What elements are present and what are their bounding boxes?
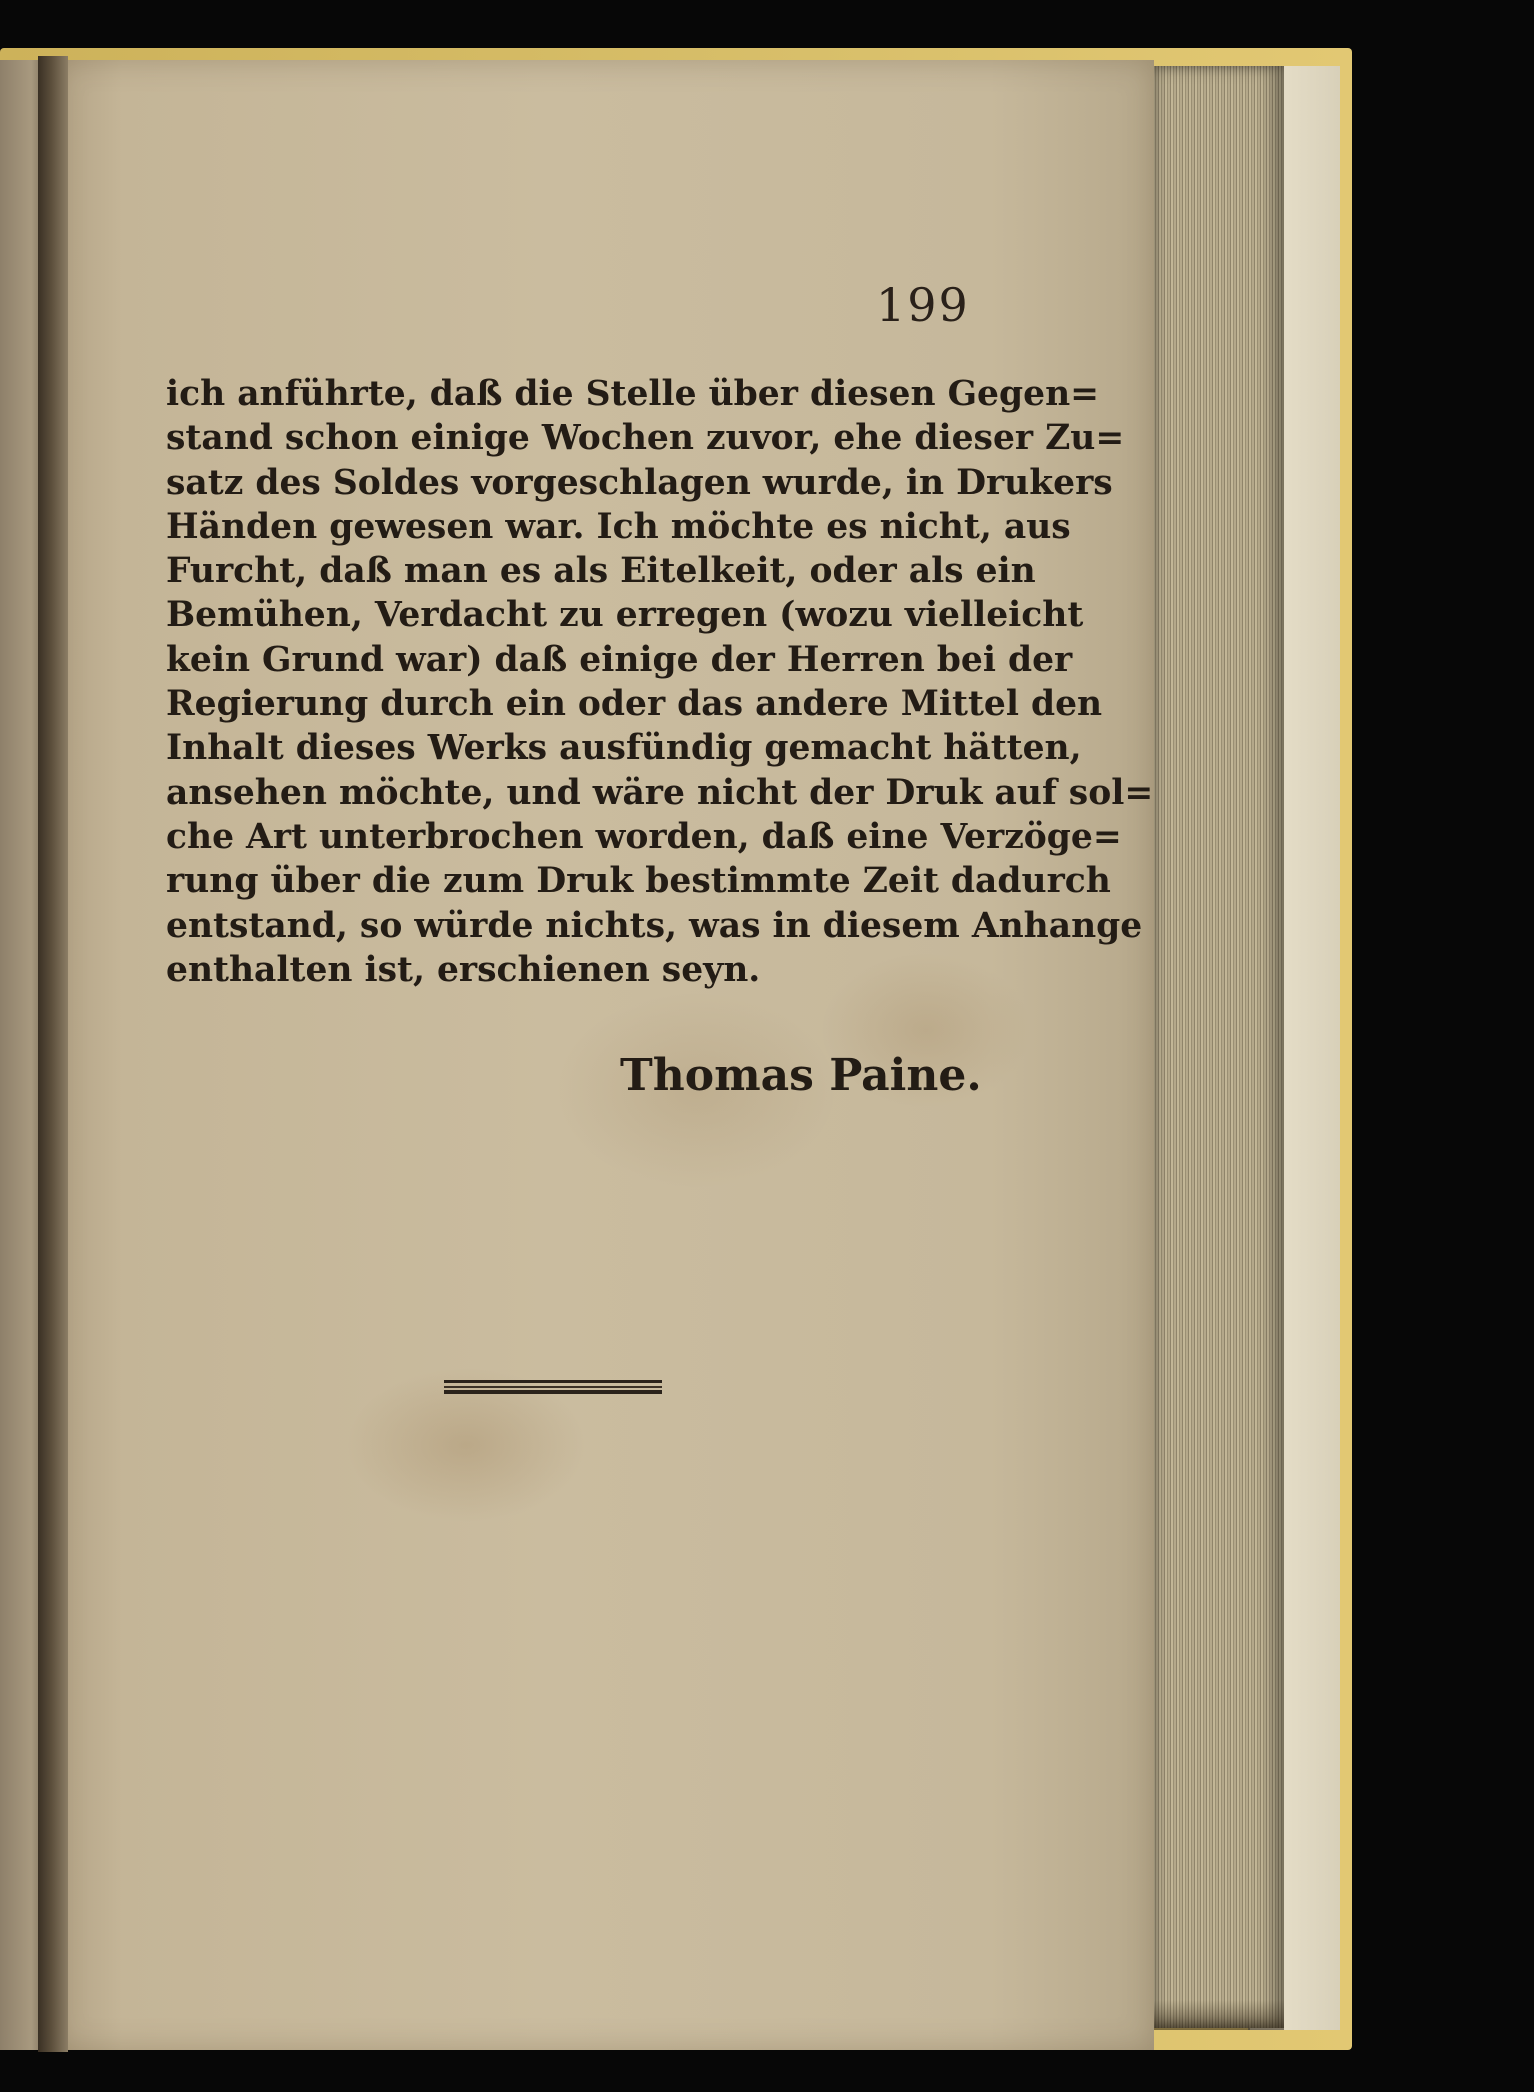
text-line: Regierung durch ein oder das andere Mittel den bbox=[166, 684, 1103, 725]
text-line: ich anführte, daß die Stelle über diesen Gegen= bbox=[166, 374, 1100, 414]
text-line: entstand, so würde nichts, was in diesem Anhange bbox=[166, 905, 1143, 946]
text-line: stand schon einige Wochen zuvor, ehe dieser Zu= bbox=[166, 418, 1125, 459]
text-line: ansehen möchte, und wäre nicht der Druk auf sol= bbox=[166, 772, 1154, 813]
text-line: che Art unterbrochen worden, daß eine Verzöge= bbox=[166, 816, 1122, 857]
page-number: 199 bbox=[876, 278, 970, 332]
text-line: satz des Soldes vorgeschlagen wurde, in Drukers bbox=[166, 462, 1113, 503]
text-line: Händen gewesen war. Ich möchte es nicht, aus bbox=[166, 506, 1071, 547]
signature: Thomas Paine. bbox=[620, 1050, 982, 1101]
page-edges bbox=[1150, 66, 1284, 2028]
text-line: kein Grund war) daß einige der Herren bei der bbox=[166, 639, 1073, 680]
recto-page bbox=[56, 60, 1154, 2050]
text-line: Bemühen, Verdacht zu erregen (wozu vielleicht bbox=[166, 595, 1084, 636]
text-line: Furcht, daß man es als Eitelkeit, oder als ein bbox=[166, 551, 1036, 592]
book-gutter bbox=[38, 56, 68, 2052]
page-edges-shadow bbox=[1150, 2000, 1284, 2030]
body-text bbox=[166, 372, 1154, 992]
ornamental-rule bbox=[444, 1380, 662, 1394]
text-line: rung über die zum Druk bestimmte Zeit dadurch bbox=[166, 861, 1111, 902]
text-line: Inhalt dieses Werks ausfündig gemacht hätten, bbox=[166, 728, 1082, 769]
text-line: enthalten ist, erschienen seyn. bbox=[166, 949, 761, 990]
